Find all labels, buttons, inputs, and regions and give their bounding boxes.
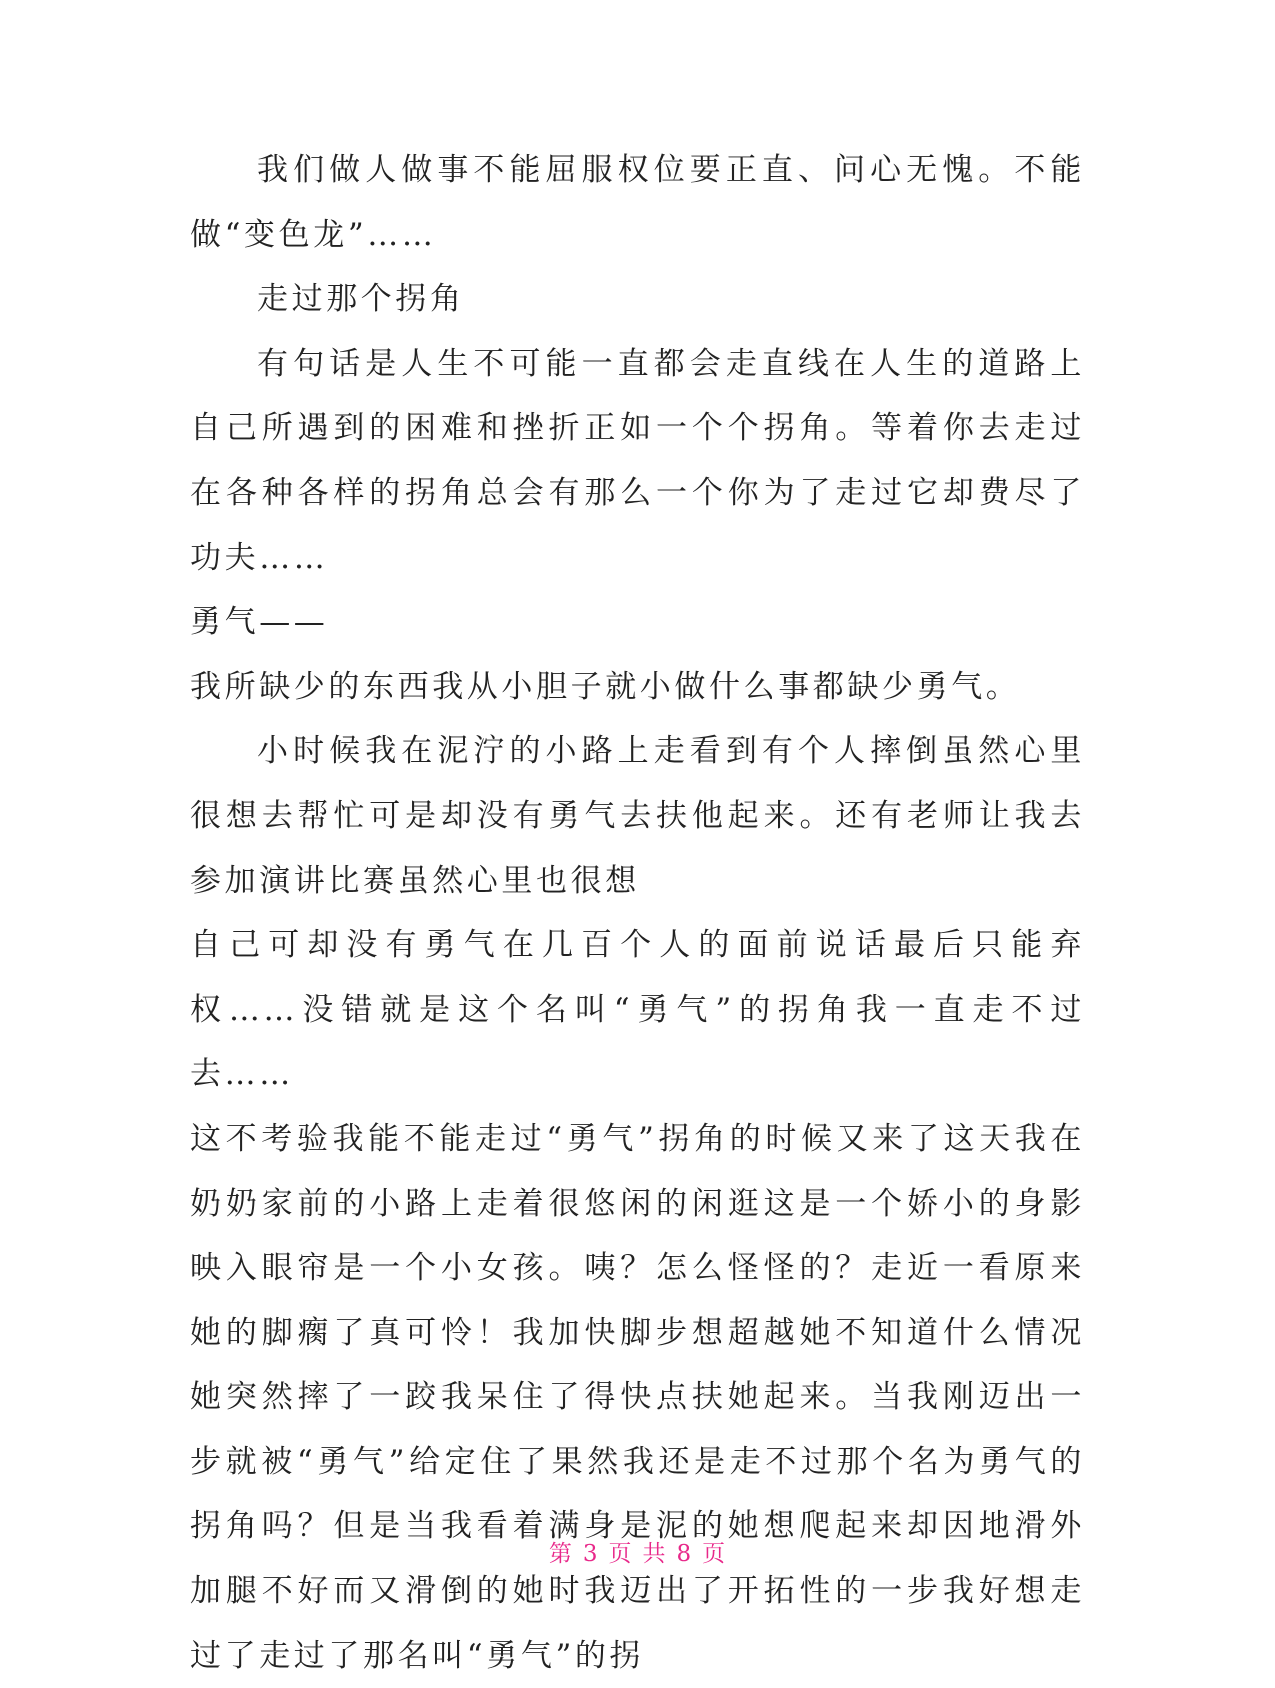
paragraph: 小时候我在泥泞的小路上走看到有个人摔倒虽然心里很想去帮忙可是却没有勇气去扶他起来。还有老师让我去参加演讲比赛虽然心里也很想 <box>190 733 1085 899</box>
footer-label-page-unit: 页 <box>608 1541 633 1567</box>
paragraph: 自己可却没有勇气在几百个人的面前说话最后只能弃权……没错就是这个名叫“勇气”的拐角我一直走不过去…… <box>190 927 1085 1093</box>
paragraph: 我所缺少的东西我从小胆子就小做什么事都缺少勇气。 <box>190 668 1021 705</box>
footer-label-total: 共 <box>642 1541 667 1567</box>
document-body <box>190 138 1085 1688</box>
paragraph: 我们做人做事不能屈服权位要正直、问心无愧。不能做“变色龙”…… <box>190 152 1085 253</box>
paragraph: 勇气—— <box>190 604 329 641</box>
paragraph: 这不考验我能不能走过“勇气”拐角的时候又来了这天我在奶奶家前的小路上走着很悠闲的闲逛这是一个娇小的身影映入眼帘是一个小女孩。咦？怎么怪怪的？走近一看原来她的脚瘸了真可怜！我加快脚步想超越她不知道什么情况她突然摔了一跤我呆住了得快点扶她起来。当我刚迈出一步就被“勇气”给定住了果然我还是走不过那个名为勇气的拐角吗？但是当我看着满身是泥的她想爬起来却因地滑外加腿不好而又滑倒的她时我迈出了开拓性的一步我好想走过了走过了那名叫“勇气”的拐 <box>190 1120 1085 1674</box>
page-footer <box>0 1535 1275 1568</box>
current-page-number: 3 <box>582 1541 599 1567</box>
paragraph: 有句话是人生不可能一直都会走直线在人生的道路上自己所遇到的困难和挫折正如一个个拐角。等着你去走过在各种各样的拐角总会有那么一个你为了走过它却费尽了功夫…… <box>190 345 1085 576</box>
footer-label-total-unit: 页 <box>702 1541 727 1567</box>
total-page-number: 8 <box>676 1541 693 1567</box>
section-heading: 走过那个拐角 <box>257 281 465 318</box>
footer-label-page: 第 <box>548 1541 573 1567</box>
